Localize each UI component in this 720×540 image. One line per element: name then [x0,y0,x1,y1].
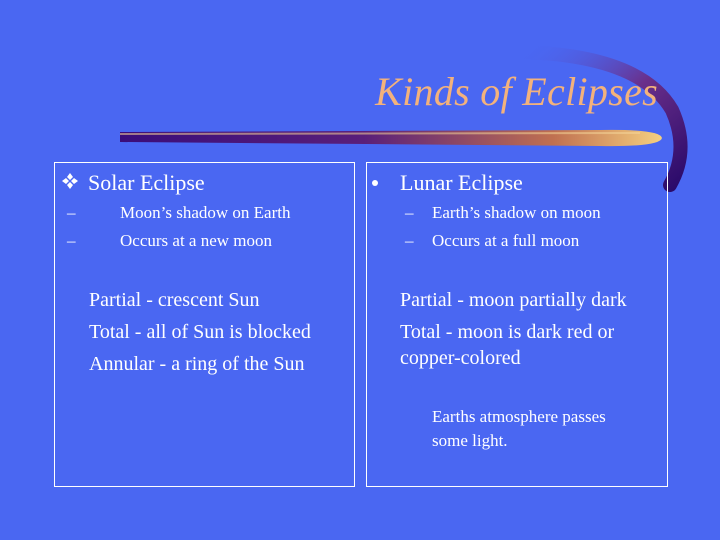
solar-type-line: Partial - crescent Sun [89,289,260,311]
solar-type-line: Total - all of Sun is blocked [89,321,311,343]
solar-eclipse-panel [54,162,355,487]
solar-subpoint: Moon’s shadow on Earth [120,203,291,222]
lunar-subpoint: Occurs at a full moon [432,231,580,250]
lunar-type-line: copper-colored [400,347,521,369]
dash-bullet: – [405,203,414,222]
lunar-type-line: Partial - moon partially dark [400,289,627,311]
solar-subpoint: Occurs at a new moon [120,231,273,250]
dash-bullet: – [67,231,76,250]
dash-bullet: – [67,203,76,222]
lunar-type-line: Total - moon is dark red or [400,321,615,343]
lunar-eclipse-panel [366,162,668,487]
lunar-subpoint: Earth’s shadow on moon [432,203,601,222]
slide-title: Kinds of Eclipses [375,69,658,114]
lunar-eclipse-heading: Lunar Eclipse [400,170,523,195]
diamond-bullet-icon [61,172,79,190]
dash-bullet: – [405,231,414,250]
solar-eclipse-heading: Solar Eclipse [88,170,205,195]
dot-bullet-icon [372,180,378,186]
lunar-note-line: some light. [432,431,508,450]
solar-type-line: Annular - a ring of the Sun [89,353,305,375]
lunar-note-line: Earths atmosphere passes [432,407,606,426]
